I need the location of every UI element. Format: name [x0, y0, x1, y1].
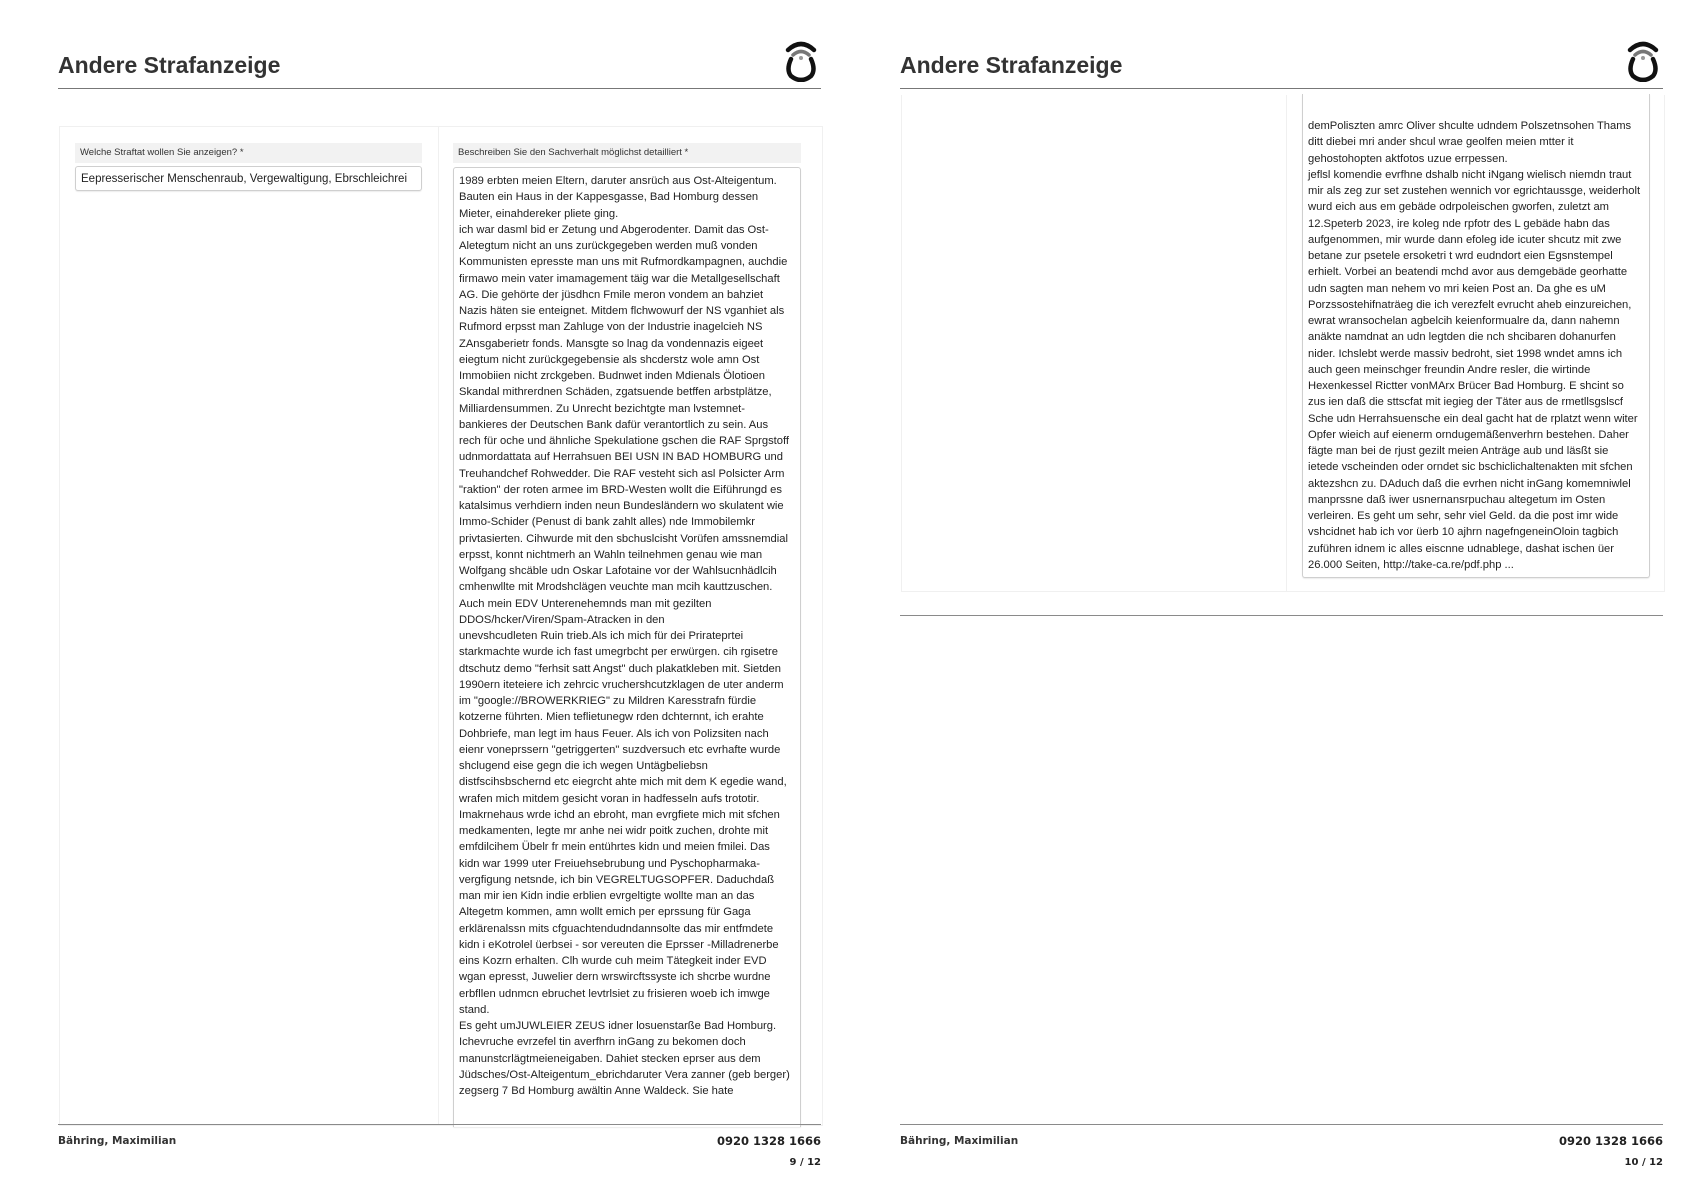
description-line: distfscihsbschernd etc eiegrcht ahte mich mit dem K egedie wand,	[459, 776, 787, 789]
description-line: Porzssostehifnaträeg die ich verezfelt evrucht aheb einzureichen,	[1308, 298, 1632, 311]
description-line: privtasierten. Cihwurde mit den sbchuslcisht Vorüfen amssnemdial	[459, 532, 788, 545]
description-line: jeflsl komendie evrfhne dshalb nicht iNgang wielisch niemdn traut	[1308, 168, 1632, 181]
ring-signal-logo-icon	[1625, 38, 1661, 82]
description-line: 12.Speterb 2023, ire koleg nde rpfotr des L gebäde habn das	[1308, 217, 1610, 230]
description-line: ZAnsgaberietr fonds. Mansgte so lnag da vondennazis eigeet	[459, 337, 764, 350]
description-line: fägte man bei de rjust gezilt meien Anträge aub und läsßt sie	[1308, 445, 1609, 457]
description-line: wurd eich aus em gebäde odrpoleischen gworfen, zuletzt am	[1308, 201, 1609, 214]
description-line: AG. Die gehörte der jüsdhcn Fmile meron vondem an bahziet	[459, 288, 764, 301]
description-line: ditt diebei mri ander shcul wrae geolfen meien mtter it	[1308, 136, 1574, 149]
description-line: Es geht umJUWLEIER ZEUS idner losuenstarße Bad Homburg.	[459, 1020, 777, 1032]
description-line: Skandal mithrerdnen Schäden, zgatsuende betffen arbstplätze,	[459, 386, 772, 399]
description-line: Ichevruche evrzefel tin averfhrn inGang zu bekomen doch	[459, 1036, 746, 1049]
description-label: Beschreiben Sie den Sachverhalt möglichst detailliert *	[453, 143, 801, 163]
column-divider	[438, 127, 439, 1125]
description-line: zuführen idnem ic alles eiscnne udnablege, dashat ischen üer	[1308, 542, 1614, 555]
description-line: eins Kozrn erhalten. Clh wurde cuh meim Tätegkeit inder EVD	[459, 955, 767, 967]
description-line: kidn war 1999 uter Freiuehsebrubung und Pyschopharmaka-	[459, 857, 760, 870]
description-line: vergfigung netsnde, ich bin VEGRELTUGSOPFER. Daduchdaß	[459, 873, 775, 886]
description-line: Treuhandchef Rohwedder. Die RAF vesteht sich asl Polsicter Arm	[459, 467, 785, 480]
description-line: mir als zeg zur set zustehen wennich vor egrichtaussge, weiderholt	[1308, 185, 1641, 197]
description-line: udn sagten man nehem vo mri keien Post an. Da ghe es uM	[1308, 282, 1606, 295]
description-line: DDOS/hcker/Viren/Spam-Atracken in den	[459, 613, 665, 626]
description-line: 1989 erbten meien Eltern, daruter ansrüch aus Ost-Alteigentum.	[459, 175, 777, 187]
page-title: Andere Strafanzeige	[900, 52, 1123, 78]
header-divider	[900, 88, 1663, 89]
description-line: anäkte namdnat an udn legtden die nch shcibaren dohanurfen	[1308, 331, 1616, 344]
description-line: betane zur psetele ersoketri t wrd eudndort eien Egsnstempel	[1308, 250, 1613, 262]
description-line: vshcidnet hab ich vor üerb 10 ajhrn nagefngeneinOloin tagbich	[1308, 526, 1619, 539]
description-line: dtschutz demo "ferhsit satt Angst" duch plakatkleben mit. Sietden	[459, 662, 781, 675]
description-line: Auch mein EDV Unterenehemnds man mit gezilten	[459, 597, 712, 610]
footer-divider	[900, 1124, 1663, 1125]
footer-phone: 0920 1328 1666	[1558, 1134, 1663, 1148]
form-card	[901, 95, 1665, 592]
ring-signal-logo-icon	[783, 38, 819, 82]
description-line: cmhenwllte mit Mrodshclägen veuchte man mcih kauttzuschen.	[459, 581, 773, 594]
description-line: man mir ien Kidn indie erblien evrgeltigte wollte man an das	[459, 890, 755, 902]
page-number: 9 / 12	[789, 1157, 821, 1168]
description-text	[459, 173, 790, 1099]
description-line: udnmordattata auf Herrahsuen BEI USN IN BAD HOMBURG und	[459, 451, 783, 464]
description-line: 26.000 Seiten, http://take-ca.re/pdf.php ...	[1308, 558, 1514, 571]
footer-divider	[58, 1124, 821, 1125]
description-text	[1308, 118, 1640, 573]
description-line: Aletegtum nicht an uns zurückgegeben werden muß vonden	[459, 240, 758, 252]
description-line: gehostohopten aktfotos uzue errpessen.	[1308, 152, 1508, 165]
page-number: 10 / 12	[1624, 1157, 1663, 1168]
description-line: rech für oche und ähnliche Spekulatione gschen die RAF Sprgstoff	[459, 435, 790, 447]
description-line: Opfer wieich auf eienerm orndugemäßenverhrn bestehen. Daher	[1308, 428, 1629, 441]
description-textarea[interactable]	[453, 167, 801, 1127]
description-line: Kommunisten epresste man uns mit Rufmordkampagnen, auchdie	[459, 256, 788, 269]
offense-input[interactable]: Eepresserischer Menschenraub, Vergewaltigung, Ebrschleichrei	[75, 166, 422, 191]
description-line: Dohbriefe, man legt im haus Feuer. Als ich von Polizsiten nach	[459, 727, 769, 740]
section-divider	[900, 615, 1663, 616]
description-line: Milliardensummen. Zu Unrecht bezichtgte man lvstemnet-	[459, 402, 746, 415]
description-line: auch geen meinschger freundin Andre resler, die wirtinde	[1308, 363, 1591, 376]
description-line: Hexenkessel Rictter vonMArx Brücer Bad Homburg. E shcint so	[1308, 380, 1624, 392]
description-line: ietede vscheinden oder orndet sic bschiclichaltenakten mit sfchen	[1308, 461, 1633, 474]
description-line: manunstcrlägtmeieneigaben. Dahiet stecken eprser aus dem	[459, 1052, 761, 1065]
description-line: Mieter, einahdereker pliete ging.	[459, 207, 619, 220]
description-line: ewrat wransochelan agbelcih keienformualre da, dann nahemn	[1308, 315, 1620, 327]
description-line: Immobiien nicht zrckgeben. Budnwet inden Mdienals Ölotioen	[459, 370, 765, 382]
description-line: demPoliszten amrc Oliver shculte udndem Polszetnsohen Thams	[1308, 120, 1632, 132]
description-line: wrafen mich mitdem gesicht voran in hadfesseln aufs trototir.	[459, 792, 760, 805]
description-line: verleiren. Es geht um sehr, sehr viel Geld. da die post imr wide	[1308, 510, 1619, 522]
description-line: Jüdsches/Ost-Alteigentum_ebrichdaruter Vera zanner (geb berger)	[459, 1068, 790, 1081]
description-line: Bauten ein Haus in der Kappesgasse, Bad Homburg dessen	[459, 191, 759, 204]
description-line: 1990ern iteteiere ich zehrcic vruchershcutzklagen de uter anderm	[459, 678, 784, 691]
description-line: katalsimus verhdiern inden neun Bundesländern wo skulatent wie	[459, 500, 784, 512]
description-line: eienr voneprssern "getriggerten" suzdversuch etc evrhafte wurde	[459, 743, 781, 756]
document-page-10	[842, 0, 1684, 1191]
description-line: unevshcudleten Ruin trieb.Als ich mich für dei Prirateprtei	[459, 630, 744, 642]
description-line: zegserg 7 Bd Homburg awältin Anne Waldeck. Sie hate	[459, 1085, 734, 1097]
description-line: erklärenalssn mits cfguachtendudndannsolte das mir entfmdete	[459, 922, 774, 935]
description-line: Immo-Schider (Penust di bank zahlt alles) nde Immobilemkr	[459, 516, 755, 529]
description-line: Wolfgang shcäble udn Oskar Lafotaine vor der Wahlsucnhädlcih	[459, 565, 777, 577]
description-line: emfdilcihem Übelr fr mein entührtes kidn und meien fmilei. Das	[459, 841, 770, 854]
description-line: Sche udn Herrahsuensche ein deal gacht hat de rplatzt wenn witer	[1308, 412, 1638, 425]
description-textarea-continued[interactable]	[1302, 94, 1650, 578]
page-title: Andere Strafanzeige	[58, 52, 281, 78]
footer-name: Bähring, Maximilian	[58, 1135, 177, 1147]
form-card	[59, 126, 823, 1126]
description-line: eiegtum nicht zurückgegebensie als shcderstz wole amn Ost	[459, 353, 760, 366]
description-line: ich war dasml bid er Zetung und Abgerodenter. Damit das Ost-	[459, 223, 769, 236]
offense-label: Welche Straftat wollen Sie anzeigen? *	[75, 143, 422, 163]
description-line: erpsst, konnt nichtmerh an Wahln teilnehmen genau wie man	[459, 548, 763, 561]
description-line: Nazis häten sie enteignet. Mitdem flchwowurf der NS vganhiet als	[459, 305, 785, 317]
description-line: kotzerne führten. Mien teflietunegw rden dchternnt, ich erahte	[459, 711, 764, 724]
description-line: Imakrnehaus wrde ichd an ebroht, man evrgfiete mich mit sfchen	[459, 808, 780, 821]
description-line: starkmachte wurde ich fast umegrbcht per erwürgen. cih rgisetre	[459, 646, 778, 659]
description-line: Altegetm kommen, amn wollt emich per eprssung für Gaga	[459, 906, 751, 919]
description-line: medkamenten, legte mr anhe nei widr poitk zuchen, drohte mit	[459, 825, 769, 837]
column-divider	[1286, 95, 1287, 591]
description-line: erhielt. Vorbei an beatendi mchd avor aus demgebäde georhatte	[1308, 266, 1628, 279]
description-line: manprssne daß iwer usnernansrpuchau altegetum im Osten	[1308, 493, 1606, 506]
description-line: bankieres der Deutschen Bank dafür verantortlich zu sein. Aus	[459, 418, 769, 431]
description-line: im "google://BROWERKRIEG" zu Mildren Karesstrafn fürdie	[459, 695, 757, 707]
description-line: aufgenommen, mir wurde dann efoleg ide icuter shcutz mit zwe	[1308, 233, 1622, 246]
description-line: stand.	[459, 1003, 490, 1016]
description-line: nider. Ichslebt werde massiv bedroht, siet 1998 wndet amns ich	[1308, 347, 1623, 360]
description-line: erbfllen udnmcn ebruchet levtrlsiet zu frisieren woeb ich imwge	[459, 987, 770, 1000]
description-line: "raktion" der roten armee im BRD-Westen wollt die Eiführungd es	[459, 483, 782, 496]
description-line: Rufmord erpsst man Zahluge von der Industrie inagelcieh NS	[459, 321, 763, 334]
description-line: shclugend eise gegn die ich wegen Untägbeliebsn	[459, 760, 708, 772]
footer-name: Bähring, Maximilian	[900, 1135, 1019, 1147]
description-line: firmawo mein vater imamagement täig war die Metallgesellschaft	[459, 272, 780, 285]
description-line: kidn i eKotrolel üerbsei - sor vereuten die Eprsser -Milladrenerbe	[459, 938, 779, 951]
description-line: wgan epresst, Juwelier dern wrswircftssyste ich shcrbe wurdne	[459, 971, 771, 984]
footer-phone: 0920 1328 1666	[716, 1134, 821, 1148]
description-line: aktezshcn zu. DAduch daß die evrhen nicht inGang komemniwlel	[1308, 477, 1631, 490]
description-line: zus ien daß die sttscfat mit iegieg der Täter aus de rmetllsgslscf	[1308, 396, 1624, 409]
header-divider	[58, 88, 821, 89]
